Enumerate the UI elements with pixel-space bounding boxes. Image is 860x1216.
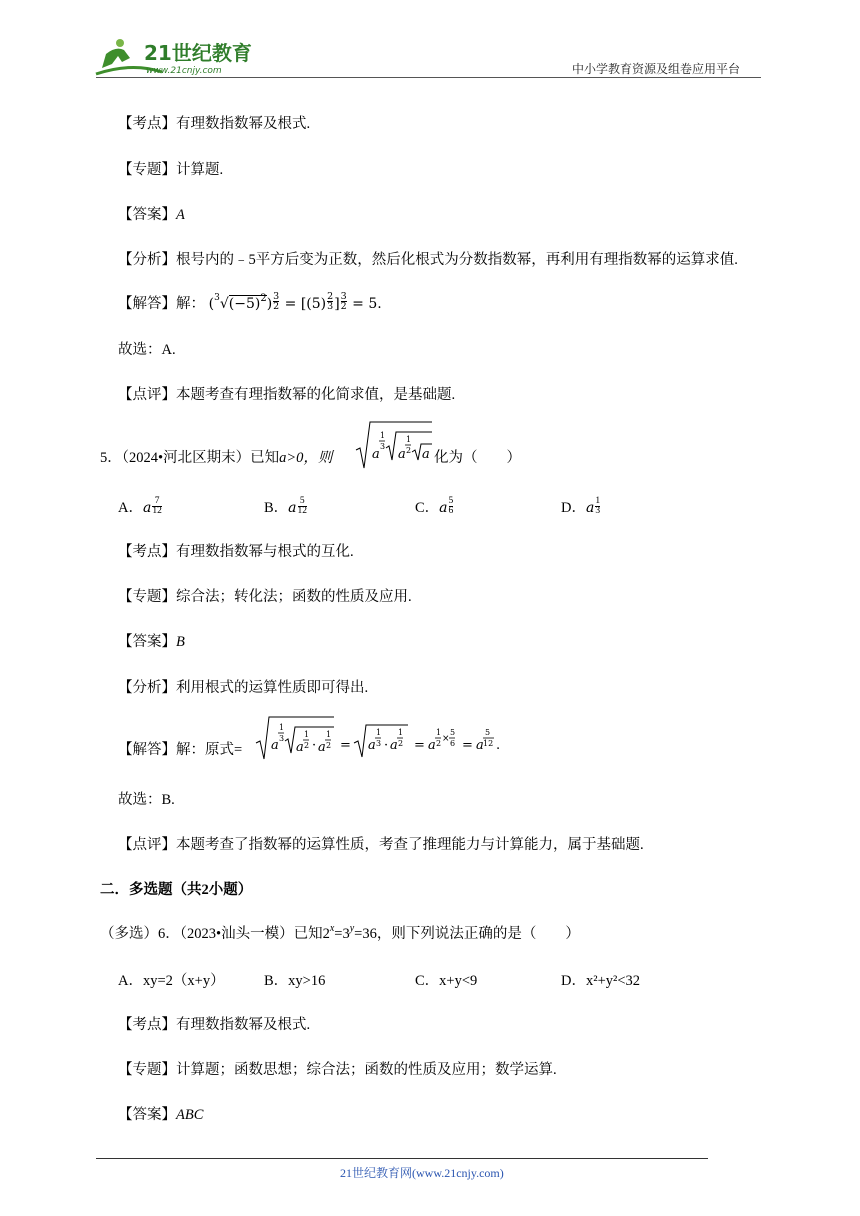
- svg-text:3: 3: [380, 442, 386, 451]
- q4-zhuanti: 【专题】计算题.: [118, 162, 224, 178]
- answer-value: ABC: [176, 1107, 204, 1123]
- svg-text:a: a: [318, 740, 326, 755]
- svg-text:a: a: [390, 738, 398, 753]
- exp-den: 6: [448, 506, 454, 516]
- svg-text:2: 2: [436, 739, 442, 748]
- svg-text:1: 1: [279, 723, 285, 732]
- svg-text:1: 1: [398, 728, 404, 737]
- option-label: D．: [561, 500, 586, 516]
- svg-text:2: 2: [406, 446, 412, 455]
- exp-num: 5: [448, 496, 454, 506]
- option-label: A．: [118, 500, 143, 516]
- q4-gu: 故选：A.: [118, 342, 176, 358]
- svg-text:5: 5: [485, 728, 491, 737]
- q4-jieda: [118, 292, 382, 313]
- q5-stem-prefix: 5．（2024•河北区期末）已知: [100, 450, 280, 466]
- footer-link[interactable]: 21世纪教育网(www.21cnjy.com): [340, 1166, 504, 1180]
- svg-text:·: ·: [312, 738, 317, 753]
- svg-text:1: 1: [304, 730, 310, 739]
- q5-fenxi: 【分析】利用根式的运算性质即可得出.: [118, 680, 369, 696]
- svg-text:2: 2: [304, 741, 310, 750]
- q6-option-a: A．xy=2（x+y）: [118, 973, 225, 989]
- section-title: 二．多选题（共2小题）: [100, 882, 253, 898]
- svg-text:a: a: [296, 740, 304, 755]
- exp-num: 1: [595, 496, 601, 506]
- svg-text:1: 1: [436, 728, 442, 737]
- option-label: C．: [415, 500, 440, 516]
- q4-fenxi: 【分析】根号内的﹣5平方后变为正数，然后化根式为分数指数幂，再利用有理指数幂的运算求值.: [118, 252, 738, 268]
- q5-kaodian: 【考点】有理数指数幂与根式的互化.: [118, 544, 354, 560]
- q5-answer: [118, 630, 185, 651]
- svg-text:a: a: [422, 447, 430, 462]
- q6-option-d: D．x²+y²<32: [561, 973, 641, 989]
- site-name: 中小学教育资源及组卷应用平台: [572, 62, 741, 76]
- svg-text:1: 1: [380, 431, 386, 440]
- q5-option-a: A．a $\frac{7}{12}$: [118, 496, 162, 516]
- q5-option-d: D．a $\frac{1}{3}$: [561, 496, 601, 516]
- q6-stem-prefix: （多选）6．（2023•汕头一模）已知: [100, 926, 323, 942]
- q6-stem: （多选）6．（2023•汕头一模）已知$2^x=3^y=36$，则下列说法正确的是（ ）: [100, 923, 580, 942]
- q5-solution-formula: [254, 713, 514, 763]
- svg-text:=: =: [414, 738, 425, 753]
- q5-option-b: B．a $\frac{5}{12}$: [264, 496, 308, 516]
- q4-kaodian: 【考点】有理数指数幂及根式.: [118, 116, 311, 132]
- jieda-label: 【解答】解：: [118, 296, 205, 312]
- q5-dianping: 【点评】本题考查了指数幂的运算性质，考查了推理能力与计算能力，属于基础题.: [118, 837, 644, 853]
- answer-value: A: [176, 207, 185, 223]
- svg-text:www.21cnjy.com: www.21cnjy.com: [146, 66, 222, 76]
- svg-text:1: 1: [406, 435, 412, 444]
- q6-option-c: C．x+y<9: [415, 973, 478, 989]
- svg-text:a: a: [372, 447, 380, 462]
- exp-den: 12: [297, 506, 308, 516]
- q6-kaodian: 【考点】有理数指数幂及根式.: [118, 1017, 311, 1033]
- svg-text:.: .: [496, 738, 501, 753]
- q4-dianping: 【点评】本题考查有理指数幂的化简求值，是基础题.: [118, 387, 456, 403]
- svg-text:1: 1: [326, 730, 332, 739]
- svg-text:3: 3: [279, 734, 285, 743]
- svg-text:a: a: [271, 738, 279, 753]
- svg-text:·: ·: [384, 738, 389, 753]
- q5-stem-suffix: 化为（ ）: [434, 450, 521, 466]
- q5-gu: 故选：B.: [118, 792, 175, 808]
- q5-zhuanti: 【专题】综合法；转化法；函数的性质及应用.: [118, 589, 412, 605]
- q5-nested-radical: [354, 418, 434, 472]
- svg-text:5: 5: [450, 728, 456, 737]
- svg-text:1: 1: [376, 728, 382, 737]
- exp-num: 7: [154, 496, 160, 506]
- q5-jieda-label: 【解答】解：原式=: [118, 742, 243, 758]
- q6-answer: [118, 1103, 203, 1124]
- site-logo: [92, 34, 262, 78]
- svg-text:×: ×: [442, 734, 450, 744]
- svg-text:12: 12: [483, 739, 494, 748]
- answer-label: 【答案】: [118, 1107, 176, 1123]
- svg-text:a: a: [476, 738, 484, 753]
- exp-den: 12: [152, 506, 162, 516]
- answer-label: 【答案】: [118, 207, 176, 223]
- svg-text:a: a: [398, 447, 406, 462]
- svg-text:=: =: [340, 738, 351, 753]
- q6-stem-tail: =36，则下列说法正确的是（ ）: [354, 926, 580, 942]
- footer-divider: [96, 1158, 708, 1159]
- svg-text:a: a: [428, 738, 436, 753]
- svg-text:21世纪教育: 21世纪教育: [144, 41, 252, 65]
- svg-text:2: 2: [326, 741, 332, 750]
- exp-num: 5: [299, 496, 305, 506]
- answer-value: B: [176, 634, 185, 650]
- answer-label: 【答案】: [118, 634, 176, 650]
- option-label: B．: [264, 500, 289, 516]
- q4-solution-formula: $(^3√(-5)^2)$ $\frac{3}{2}$ = [(5) $\frac{2}{3}$ ] $\frac{3}{2}$ = 5.: [208, 291, 382, 312]
- q5-cond: a>0，则: [279, 450, 333, 466]
- q4-answer: [118, 203, 185, 224]
- svg-text:a: a: [368, 738, 376, 753]
- svg-text:2: 2: [398, 739, 404, 748]
- exp-den: 3: [595, 506, 601, 516]
- svg-text:6: 6: [450, 739, 456, 748]
- q6-zhuanti: 【专题】计算题；函数思想；综合法；函数的性质及应用；数学运算.: [118, 1062, 557, 1078]
- svg-text:=: =: [462, 738, 473, 753]
- q5-stem: [100, 446, 332, 467]
- q6-option-b: B．xy>16: [264, 973, 326, 989]
- header-divider: [96, 77, 761, 78]
- q5-option-c: C．a $\frac{5}{6}$: [415, 496, 454, 516]
- svg-text:3: 3: [376, 739, 382, 748]
